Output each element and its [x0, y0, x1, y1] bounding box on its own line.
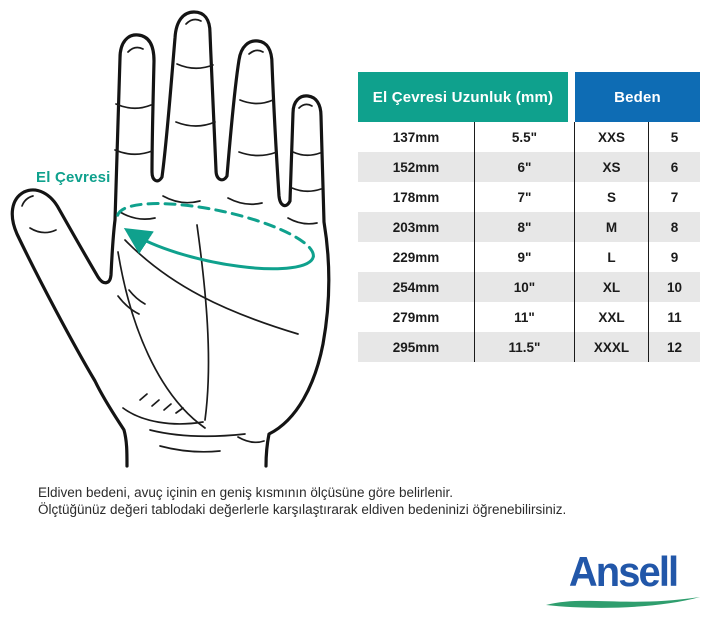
cell-mm: 178mm [358, 182, 475, 212]
caption-line-1: Eldiven bedeni, avuç içinin en geniş kısmının ölçüsüne göre belirlenir. [38, 485, 453, 500]
measurement-ellipse-icon [118, 204, 314, 269]
cell-inch: 11" [475, 302, 575, 332]
header-circumference: El Çevresi Uzunluk (mm) [358, 72, 568, 122]
ansell-logo-text: Ansell [568, 548, 678, 595]
cell-mm: 203mm [358, 212, 475, 242]
cell-mm: 279mm [358, 302, 475, 332]
cell-num: 12 [666, 339, 683, 355]
table-row [358, 242, 700, 272]
cell-inch: 5.5" [475, 122, 575, 152]
arrow-head-icon [131, 233, 313, 269]
cell-size: XXS [575, 122, 649, 152]
hand-circumference-label: El Çevresi [36, 169, 111, 186]
cell-size: XL [575, 272, 649, 302]
header-size: Beden [575, 72, 700, 122]
cell-inch: 10" [475, 272, 575, 302]
cell-size: XXL [575, 302, 649, 332]
cell-num: 11 [667, 309, 682, 325]
caption [38, 484, 566, 518]
caption-line-2: Ölçtüğünüz değeri tablodaki değerlerle karşılaştırarak eldiven bedeninizi öğrenebilirsiniz. [38, 502, 567, 517]
cell-mm: 229mm [358, 242, 475, 272]
cell-num: 7 [670, 189, 679, 205]
cell-num: 8 [670, 219, 679, 235]
table-row [358, 122, 700, 152]
cell-num: 10 [666, 279, 683, 295]
cell-size: XS [575, 152, 649, 182]
size-table-header [358, 72, 700, 122]
cell-mm: 254mm [358, 272, 475, 302]
cell-inch: 8" [475, 212, 575, 242]
cell-size: M [575, 212, 649, 242]
table-row [358, 182, 700, 212]
cell-num: 9 [670, 249, 679, 265]
cell-size: L [575, 242, 649, 272]
size-table [358, 72, 700, 362]
cell-size: S [575, 182, 649, 212]
cell-size: XXXL [575, 332, 649, 362]
cell-inch: 7" [475, 182, 575, 212]
cell-num: 6 [670, 159, 679, 175]
table-row [358, 272, 700, 302]
hand-illustration [0, 0, 345, 470]
table-row [358, 152, 700, 182]
table-row [358, 302, 700, 332]
hand-outline-icon [12, 12, 328, 466]
cell-inch: 6" [475, 152, 575, 182]
logo-swoosh-icon [544, 593, 702, 609]
ansell-logo [544, 548, 702, 609]
cell-inch: 9" [475, 242, 575, 272]
cell-num: 5 [670, 129, 679, 145]
table-row [358, 212, 700, 242]
cell-mm: 137mm [358, 122, 475, 152]
table-row [358, 332, 700, 362]
cell-inch: 11.5" [475, 332, 575, 362]
cell-mm: 295mm [358, 332, 475, 362]
cell-mm: 152mm [358, 152, 475, 182]
